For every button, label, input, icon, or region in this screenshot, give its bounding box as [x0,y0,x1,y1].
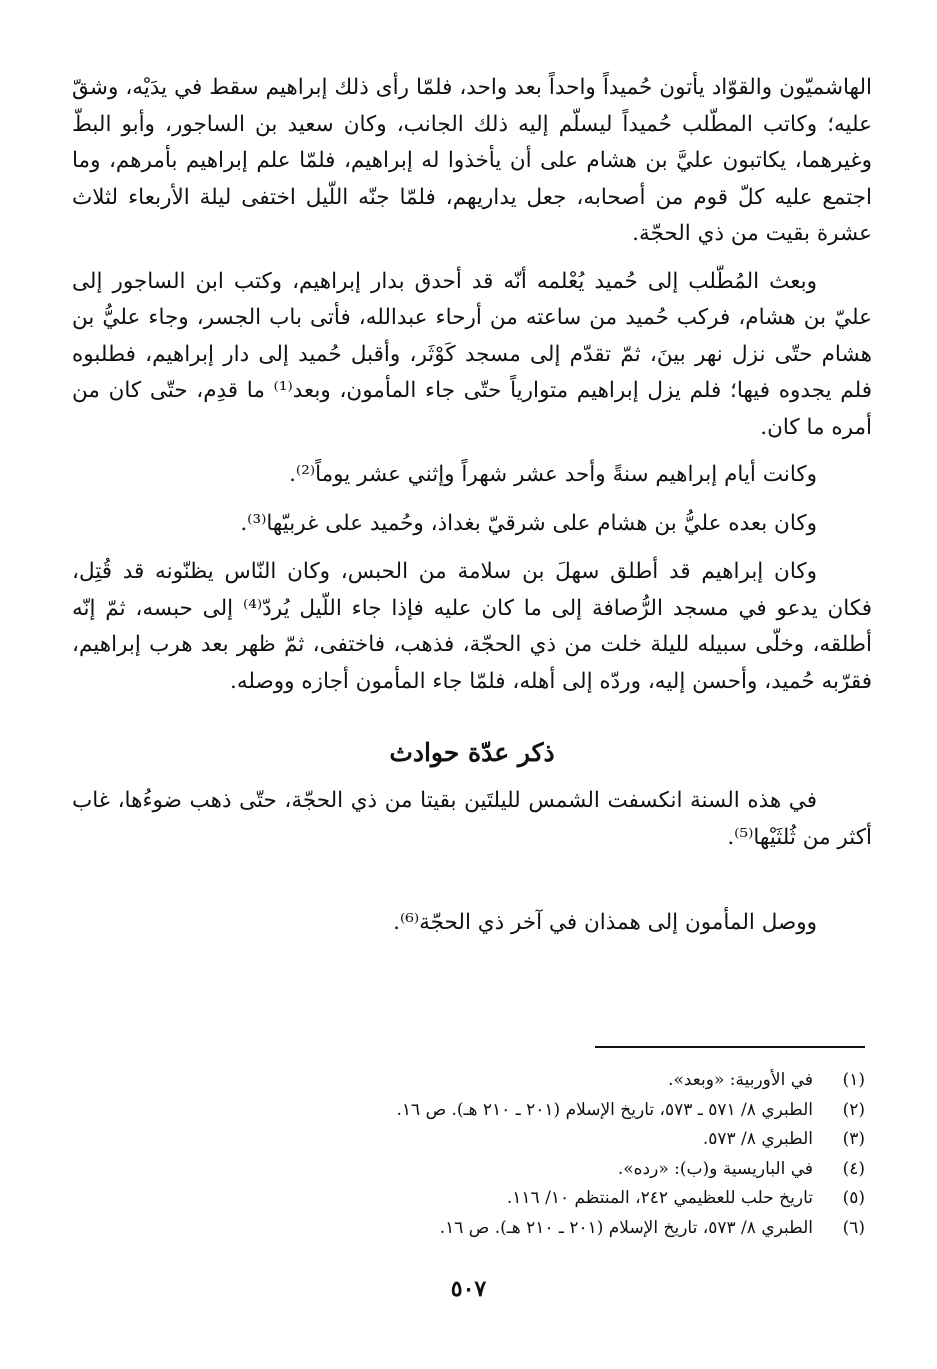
footnote-text: في الباريسية و(ب): «رده». [617,1158,813,1179]
paragraph-5: وكان إبراهيم قد أطلق سهلَ بن سلامة من الحبس، وكان النّاس يظنّونه قد قُتِل، فكان يدعو في مسجد الرُّصافة إلى ما كان عليه فإذا جاء اللّيل يُردّ⁽⁴⁾ إلى حبسه، ثمّ إنّه أطلقه، وخلّى سبيله لليلة خلت من ذي الحجّة، فذهب، فاختفى، ثمّ ظهر بعد هرب إبراهيم، فقرّبه حُميد، وأحسن إليه، وردّه إلى أهله، فلمّا جاء المأمون أجازه ووصله. [72,559,872,694]
paragraph-4: وكان بعده عليُّ بن هشام على شرقيّ بغداذ، وحُميد على غربيّها⁽³⁾. [240,510,817,536]
footnote-item [65,1214,865,1244]
footnote-number: (٦) [842,1217,865,1238]
spacer [72,867,872,905]
paragraph-2: وبعث المُطّلب إلى حُميد يُعْلمه أنّه قد أحدق بدار إبراهيم، وكتب ابن الساجور إلى عليّ بن هشام، فركب حُميد من ساعته من أرحاء عبدالله، فأتى باب الجسر، وجاء عليُّ بن هشام حتّى نزل نهر بينَ، ثمّ تقدّم إلى مسجد كَوْثَر، وأقبل حُميد إلى دار إبراهيم، فطلبوه فلم يجدوه فيها؛ فلم يزل إبراهيم متوارياً حتّى جاء المأمون، وبعد⁽¹⁾ ما قدِم، حتّى كان من أمره ما كان. [72,268,872,440]
paragraph-1: الهاشميّون والقوّاد يأتون حُميداً واحداً بعد واحد، فلمّا رأى ذلك إبراهيم سقط في يدَيْه، وشقّ عليه؛ وكاتب المطّلب حُميداً ليسلّم إليه ذلك الجانب، وكان سعيد بن الساجور، وأبو البطّ وغيرهما، يكاتبون عليَّ بن هشام على أن يأخذوا له إبراهيم، فلمّا علم إبراهيم بأمرهم، وما اجتمع عليه كلّ قوم من أصحابه، جعل يداريهم، فلمّا جنّه اللّيل اختفى ليلة الأربعاء لثلاث عشرة بقيت من ذي الحجّة. [72,75,872,246]
footnote-number: (١) [842,1070,865,1090]
footnote-text: تاريخ حلب للعظيمي ٢٤٢، المنتظم ١٠/ ١١٦. [506,1188,813,1208]
footnote-item [65,1096,865,1126]
footnote-item [65,1125,865,1155]
footnote-number: (٣) [842,1129,865,1149]
footnote-text: الطبري ٨/ ٥٧١ ـ ٥٧٣، تاريخ الإسلام (٢٠١ ـ ٢١٠ هـ). ص ١٦. [396,1099,813,1120]
footnote-item [65,1155,865,1185]
paragraph-6: في هذه السنة انكسفت الشمس لليلتَين بقيتا من ذي الحجّة، حتّى ذهب ضوءُها، غاب أكثر من ثُلثَيْها⁽⁵⁾. [72,788,872,850]
footnote-number: (٢) [842,1099,865,1120]
footnote-item [65,1066,865,1096]
footnote-text: الطبري ٨/ ٥٧٣. [702,1129,813,1149]
page-body [72,70,872,953]
paragraph-7: ووصل المأمون إلى همذان في آخر ذي الحجّة⁽⁶⁾. [393,910,817,935]
footnotes [65,1066,865,1243]
footnote-item [65,1184,865,1214]
section-heading: ذكر عدّة حوادث [389,738,555,767]
footnote-number: (٤) [842,1158,865,1179]
page-number: ٥٠٧ [450,1276,487,1302]
footnote-divider [595,1046,865,1048]
footnote-number: (٥) [842,1188,865,1208]
footnote-text: في الأوربية: «وبعد». [668,1070,813,1090]
footnote-text: الطبري ٨/ ٥٧٣، تاريخ الإسلام (٢٠١ ـ ٢١٠ هـ). ص ١٦. [439,1217,813,1238]
paragraph-3: وكانت أيام إبراهيم سنةً وأحد عشر شهراً وإثني عشر يوماً⁽²⁾. [289,462,817,487]
